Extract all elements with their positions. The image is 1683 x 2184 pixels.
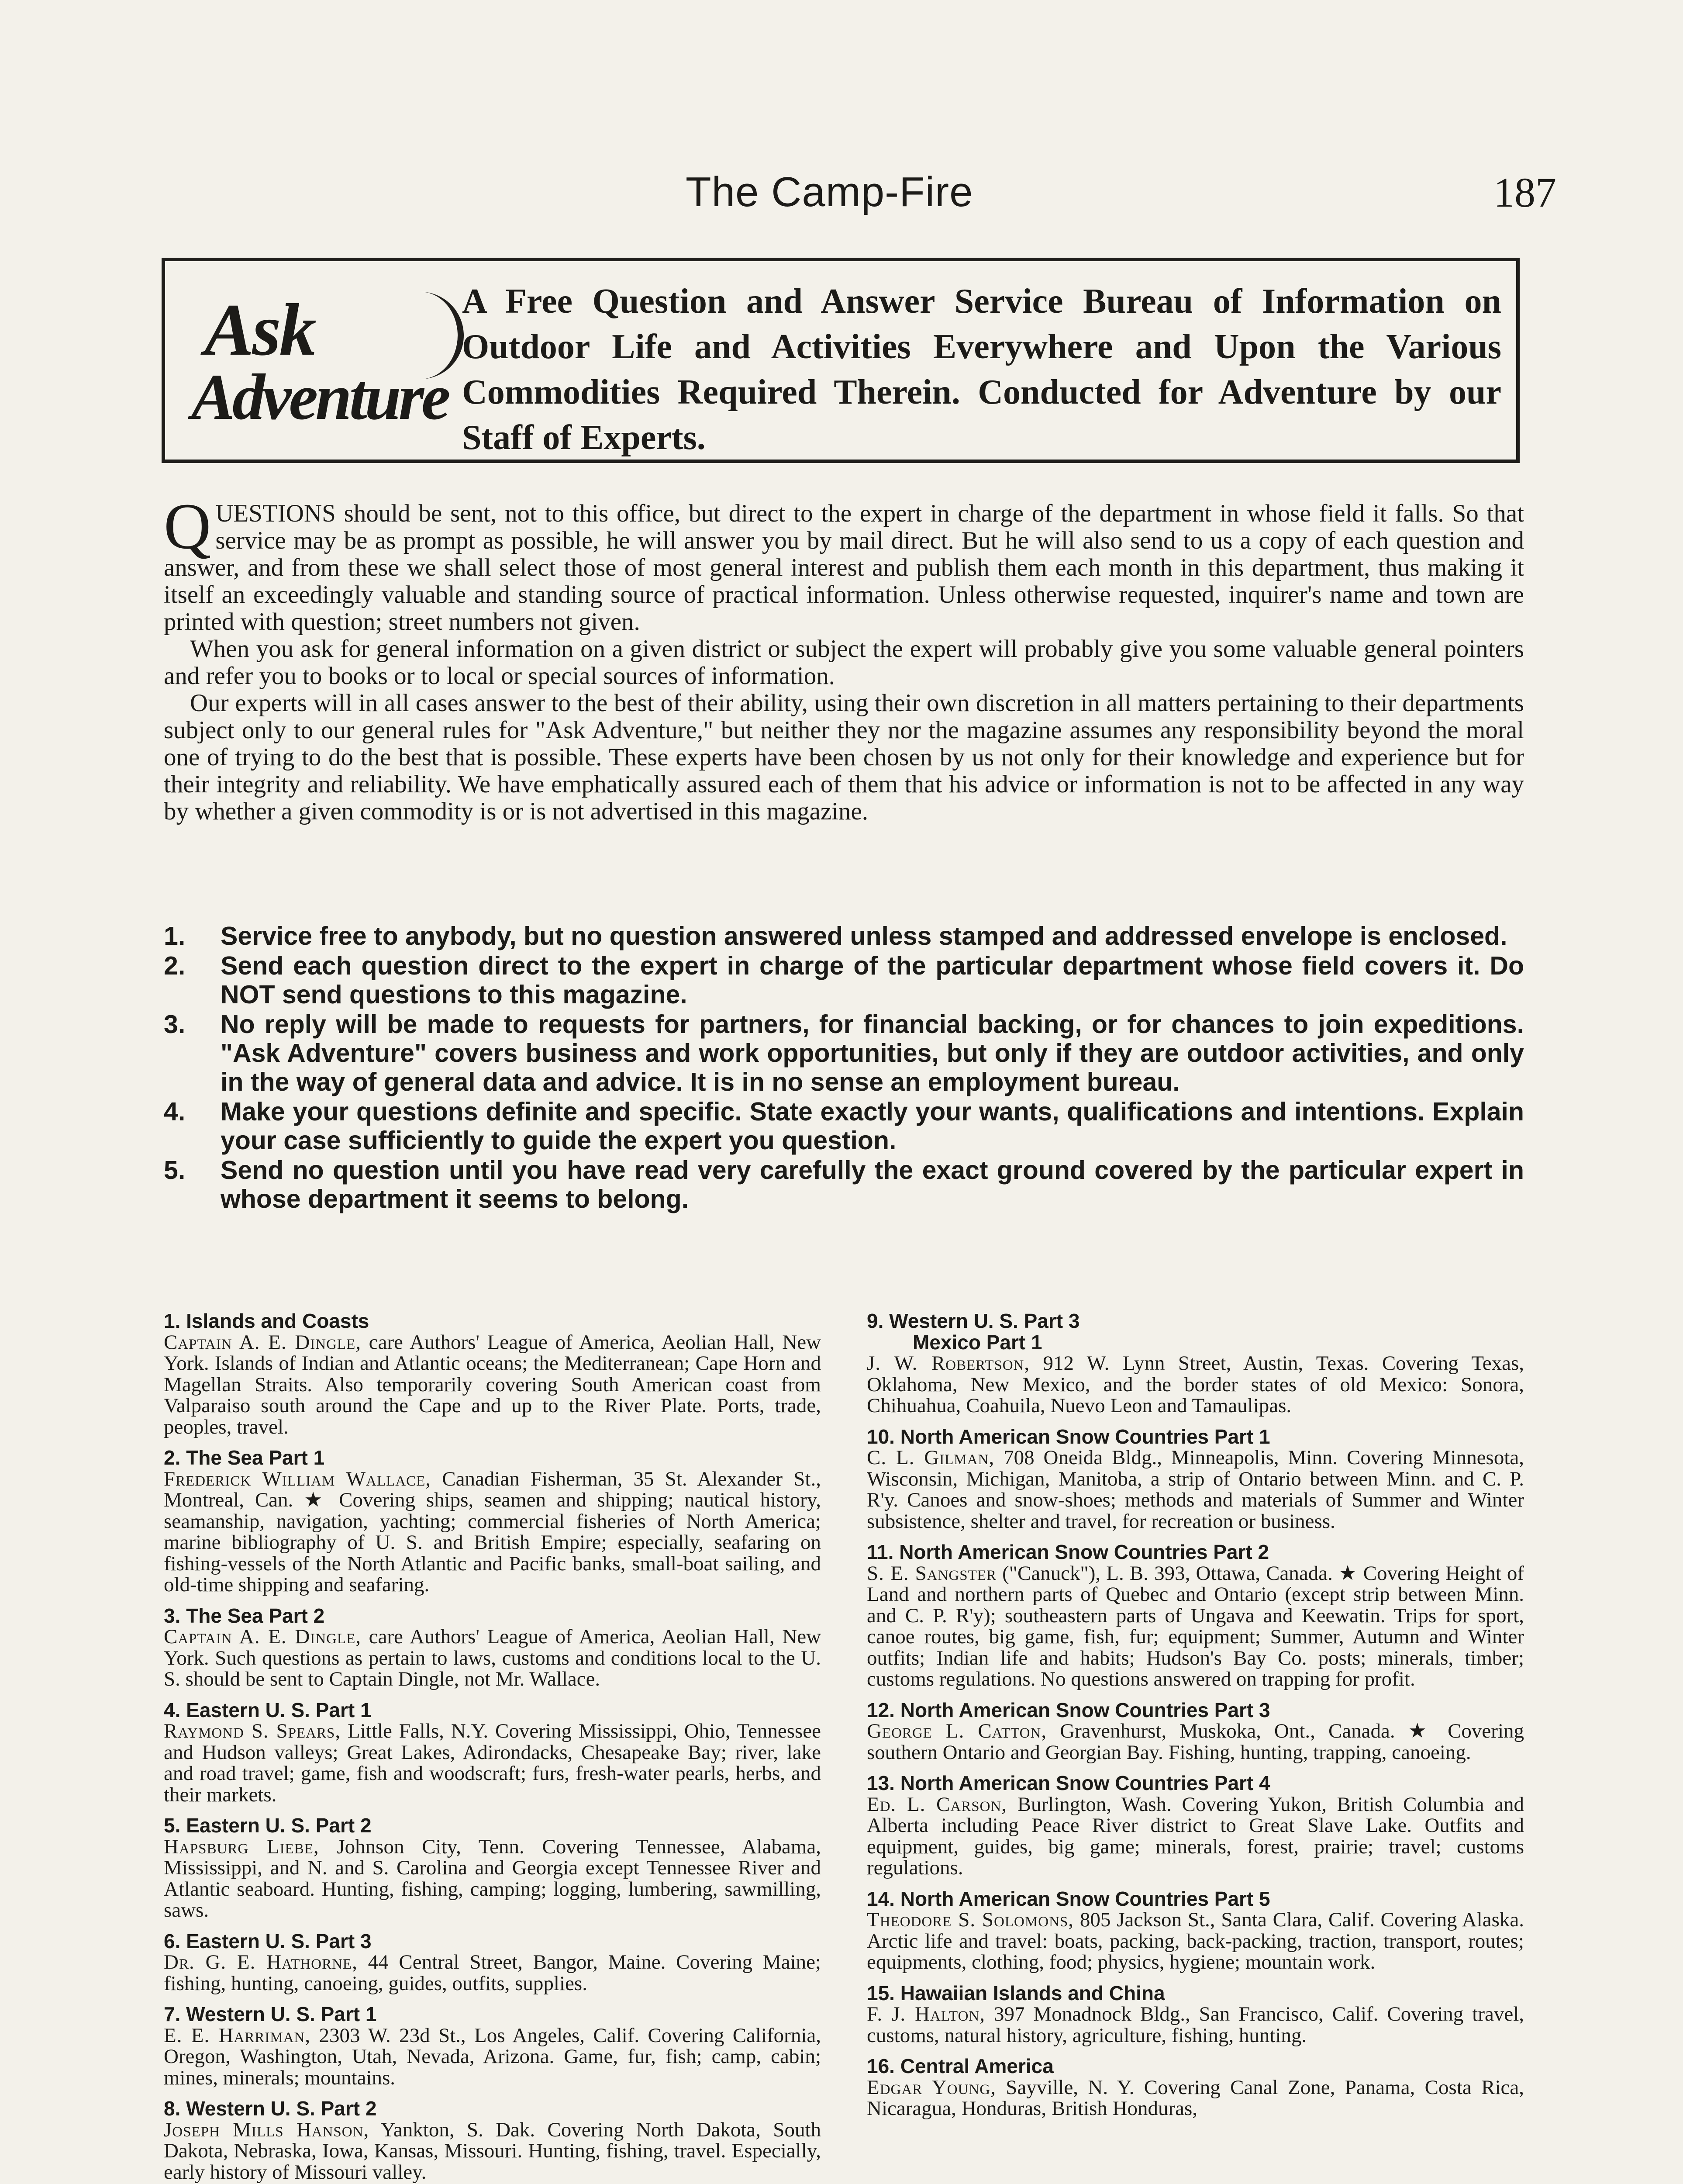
intro-paragraph: QUESTIONS should be sent, not to this office, but direct to the expert in charge of the department in whose field it falls. So that service may be as prompt as possible, he will answer you by mail direct. But he will also send to us a copy of each question and answer, and from these we shall select those of most general interest and publish them each month in this department, thus making it itself an exceedingly valuable and standing source of practical information. Unless otherwise requested, inquirer's name and town are printed with question; street numbers not given.: [164, 490, 1524, 636]
expert-name: C. L. Gilman,: [867, 1446, 995, 1469]
department-heading: 13. North American Snow Countries Part 4: [867, 1772, 1270, 1794]
expert-name: J. W. Robertson,: [867, 1352, 1030, 1375]
department-entry: [867, 2056, 1524, 2119]
department-heading: 12. North American Snow Countries Part 3: [867, 1698, 1270, 1721]
department-entry: [867, 1310, 1524, 1417]
department-heading: 1. Islands and Coasts: [164, 1310, 369, 1332]
rules-list: [164, 922, 1524, 1214]
expert-name: George L. Catton,: [867, 1720, 1047, 1742]
departments-right-column: [867, 1310, 1524, 2129]
expert-name: Captain A. E. Dingle,: [164, 1330, 361, 1354]
department-heading: 5. Eastern U. S. Part 2: [164, 1814, 372, 1837]
department-entry: [867, 1773, 1524, 1879]
department-entry: [164, 1310, 821, 1438]
department-entry: [867, 1700, 1524, 1763]
department-heading: 6. Eastern U. S. Part 3: [164, 1929, 372, 1952]
intro-paragraph: When you ask for general information on a given district or subject the expert will probably give you some valuable general pointers and refer you to books or to local or special sources of information.: [164, 635, 1524, 690]
department-description: care Authors' League of America, Aeolian Hall, New York. Islands of Indian and Atlantic oceans; the Mediterranean; Cape Horn and Magellan Straits. Also temporarily covering South American coast from Valparaiso south around the Cape and up to the River Plate. Ports, trade, peoples, travel.: [164, 1330, 821, 1438]
department-heading: 3. The Sea Part 2: [164, 1604, 325, 1627]
department-description: Burlington, Wash. Covering Yukon, British Columbia and Alberta including Peace River district to Great Slave Lake. Outfits and equipment, guides, big game; minerals, forest, prairie; travel; customs regulations.: [867, 1793, 1524, 1879]
department-heading: 16. Central America: [867, 2055, 1054, 2077]
department-heading: 4. Eastern U. S. Part 1: [164, 1698, 372, 1721]
expert-name: Edgar Young,: [867, 2076, 996, 2099]
rule-item: 5. Send no question until you have read very carefully the exact ground covered by the particular expert in whose department it seems to belong.: [164, 1156, 1524, 1213]
expert-name: Captain A. E. Dingle,: [164, 1625, 361, 1648]
department-description: Gravenhurst, Muskoka, Ont., Canada. ★ Covering southern Ontario and Georgian Bay. Fishing, hunting, trapping, canoeing.: [867, 1720, 1524, 1764]
rule-item: 3. No reply will be made to requests for partners, for financial backing, or for chances to join expeditions. "Ask Adventure" covers business and work opportunities, but only if they are outdoor activities, and only in the way of general data and advice. It is in no sense an employment bureau.: [164, 1010, 1524, 1096]
expert-name: F. J. Halton,: [867, 2003, 985, 2025]
expert-name: S. E. Sangster: [867, 1562, 997, 1585]
department-subheading: Mexico Part 1: [913, 1330, 1042, 1354]
department-description: Yankton, S. Dak. Covering North Dakota, South Dakota, Nebraska, Iowa, Kansas, Missouri. Hunting, fishing, travel. Especially, early history of Missouri valley.: [164, 2118, 821, 2184]
department-entry: [164, 1931, 821, 1994]
rule-item: 2. Send each question direct to the expert in charge of the particular department whose field covers it. Do NOT send questions to this magazine.: [164, 951, 1524, 1009]
logo-ask: Ask: [204, 289, 315, 371]
department-entry: [164, 2098, 821, 2183]
page-number: 187: [1493, 169, 1556, 216]
expert-name: Dr. G. E. Hathorne,: [164, 1951, 358, 1973]
department-description: Sayville, N. Y. Covering Canal Zone, Panama, Costa Rica, Nicaragua, Honduras, British Honduras,: [867, 2076, 1524, 2120]
department-entry: [164, 2004, 821, 2088]
expert-name: E. E. Harriman,: [164, 2024, 311, 2047]
department-entry: [164, 1815, 821, 1921]
department-description: care Authors' League of America, Aeolian Hall, New York. Such questions as pertain to laws, customs and conditions local to the U. S. should be sent to Captain Dingle, not Mr. Wallace.: [164, 1625, 821, 1690]
logo-adventure: Adventure: [191, 361, 448, 433]
department-heading: 2. The Sea Part 1: [164, 1446, 325, 1469]
department-description: ("Canuck"), L. B. 393, Ottawa, Canada. ★ Covering Height of Land and northern parts of Quebec and Ontario (except strip between Minn. and C. P. R'y); southeastern parts of Ungava and Keewatin. Trips for sport, canoe routes, big game, fish, fur; equipment; Summer, Autumn and Winter outfits; Indian life and habits; Hudson's Bay Co. posts; minerals, timber; customs regulations. No questions answered on trapping for profit.: [867, 1562, 1524, 1690]
department-entry: [164, 1605, 821, 1690]
department-description: 708 Oneida Bldg., Minneapolis, Minn. Covering Minnesota, Wisconsin, Michigan, Manitoba, a strip of Ontario between Minn. and C. P. R'y. Canoes and snow-shoes; methods and materials of Summer and Winter subsistence, shelter and travel, for recreation or business.: [867, 1446, 1524, 1533]
departments-left-column: [164, 1310, 821, 2184]
department-description: 2303 W. 23d St., Los Angeles, Calif. Covering California, Oregon, Washington, Utah, Nevada, Arizona. Game, fur, fish; camp, cabin; mines, minerals; mountains.: [164, 2024, 821, 2089]
expert-name: Hapsburg Liebe,: [164, 1835, 319, 1858]
department-entry: [867, 1426, 1524, 1532]
rule-item: 1. Service free to anybody, but no question answered unless stamped and addressed envelope is enclosed.: [164, 922, 1507, 950]
department-entry: [164, 1700, 821, 1806]
department-description: Little Falls, N.Y. Covering Mississippi, Ohio, Tennessee and Hudson valleys; Great Lakes, Adirondacks, Chesapeake Bay; river, lake and road travel; game, fish and woodscraft; furs, fresh-water pearls, herbs, and their markets.: [164, 1720, 821, 1806]
rule-item: 4. Make your questions definite and specific. State exactly your wants, qualifications and intentions. Explain your case sufficiently to guide the expert you question.: [164, 1097, 1524, 1155]
department-entry: [867, 1541, 1524, 1690]
department-description: Canadian Fisherman, 35 St. Alexander St., Montreal, Can. ★ Covering ships, seamen and shipping; nautical history, seamanship, navigation, yachting; commercial fisheries of North America; marine bibliography of U. S. and British Empire; especially, seafaring on fishing-vessels of the North Atlantic and Pacific banks, small-boat sailing, and old-time shipping and seafaring.: [164, 1467, 821, 1596]
department-description: 397 Monadnock Bldg., San Francisco, Calif. Covering travel, customs, natural history, agriculture, fishing, hunting.: [867, 2003, 1524, 2047]
department-description: 805 Jackson St., Santa Clara, Calif. Covering Alaska. Arctic life and travel: boats, packing, back-packing, traction, transport, routes; equipments, clothing, food; physics, hygiene; mountain work.: [867, 1908, 1524, 1973]
department-heading: 14. North American Snow Countries Part 5: [867, 1887, 1270, 1910]
drop-cap: Q: [164, 490, 211, 563]
running-head: The Camp-Fire: [686, 169, 973, 215]
department-heading: 9. Western U. S. Part 3: [867, 1310, 1080, 1332]
expert-name: Ed. L. Carson,: [867, 1793, 1007, 1816]
expert-name: Theodore S. Solomons,: [867, 1908, 1074, 1931]
department-entry: [867, 1983, 1524, 2046]
department-description: Johnson City, Tenn. Covering Tennessee, Alabama, Mississippi, and N. and S. Carolina and Georgia except Tennessee River and Atlantic seaboard. Hunting, fishing, camping; logging, lumbering, sawmilling, saws.: [164, 1835, 821, 1921]
banner-text: A Free Question and Answer Service Bureau of Information on Outdoor Life and Activities Everywhere and Upon the Various Commodities Required Therein. Conducted for Adventure by our Staff of Experts.: [462, 282, 1501, 457]
ask-adventure-banner: [162, 258, 1520, 463]
department-description: 44 Central Street, Bangor, Maine. Covering Maine; fishing, hunting, canoeing, guides, outfits, supplies.: [164, 1951, 821, 1995]
expert-name: Frederick William Wallace,: [164, 1467, 431, 1490]
department-description: 912 W. Lynn Street, Austin, Texas. Covering Texas, Oklahoma, New Mexico, and the border states of old Mexico: Sonora, Chihuahua, Coahuila, Nuevo Leon and Tamaulipas.: [867, 1352, 1524, 1417]
department-heading: 7. Western U. S. Part 1: [164, 2003, 377, 2025]
intro-paragraph: Our experts will in all cases answer to the best of their ability, using their own discretion in all matters pertaining to their departments subject only to our general rules for "Ask Adventure," but neither they nor the magazine assumes any responsibility beyond the moral one of trying to do the best that is possible. These experts have been chosen by us not only for their knowledge and experience but for their integrity and reliability. We have emphatically assured each of them that his advice or information is not to be affected in any way by whether a given commodity is or is not advertised in this magazine.: [164, 689, 1524, 825]
department-entry: [164, 1447, 821, 1596]
department-entry: [867, 1888, 1524, 1973]
intro-text: [164, 490, 1524, 825]
expert-name: Joseph Mills Hanson,: [164, 2118, 369, 2141]
department-heading: 10. North American Snow Countries Part 1: [867, 1425, 1270, 1448]
expert-name: Raymond S. Spears,: [164, 1720, 341, 1742]
department-heading: 11. North American Snow Countries Part 2: [867, 1541, 1269, 1563]
department-heading: 8. Western U. S. Part 2: [164, 2097, 377, 2120]
department-heading: 15. Hawaiian Islands and China: [867, 1981, 1165, 2004]
